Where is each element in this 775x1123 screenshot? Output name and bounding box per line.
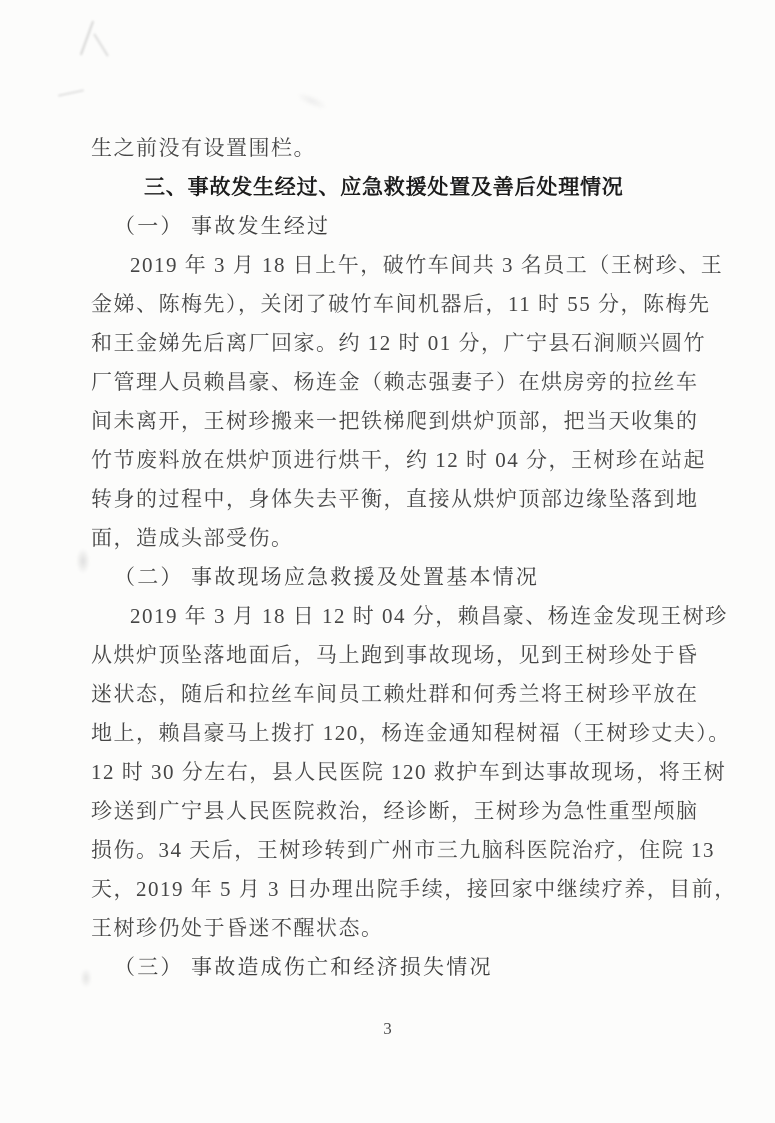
paragraph-first-line: 2019 年 3 月 18 日 12 时 04 分，赖昌豪、杨连金发现王树珍 <box>130 604 728 628</box>
body-text-line: 间未离开，王树珍搬来一把铁梯爬到烘炉顶部，把当天收集的 <box>91 409 699 433</box>
body-text-line: 竹节废料放在烘炉顶进行烘干，约 12 时 04 分，王树珍在站起 <box>91 448 706 472</box>
body-text-line: 生之前没有设置围栏。 <box>91 136 316 160</box>
body-text-line: 和王金娣先后离厂回家。约 12 时 01 分，广宁县石涧顺兴圆竹 <box>91 331 706 355</box>
body-text-line: 从烘炉顶坠落地面后，马上跑到事故现场，见到王树珍处于昏 <box>91 643 699 667</box>
body-text-line: 转身的过程中，身体失去平衡，直接从烘炉顶部边缘坠落到地 <box>91 487 699 511</box>
body-text-line: 天，2019 年 5 月 3 日办理出院手续，接回家中继续疗养，目前， <box>91 877 737 901</box>
body-text-line: 面，造成头部受伤。 <box>91 526 294 550</box>
subsection-heading-2: （二） 事故现场应急救援及处置基本情况 <box>114 565 540 589</box>
body-text-line: 厂管理人员赖昌豪、杨连金（赖志强妻子）在烘房旁的拉丝车 <box>91 370 699 394</box>
scan-artifact-streak <box>93 33 108 56</box>
body-text-line: 损伤。34 天后，王树珍转到广州市三九脑科医院治疗，住院 13 <box>91 838 715 862</box>
scan-artifact-smudge <box>294 90 329 113</box>
scan-artifact-smudge <box>76 548 90 574</box>
body-text-line: 金娣、陈梅先），关闭了破竹车间机器后，11 时 55 分，陈梅先 <box>91 292 711 316</box>
section-heading: 三、事故发生经过、应急救援处置及善后处理情况 <box>144 176 624 199</box>
page-number: 3 <box>383 1019 392 1038</box>
subsection-heading-3: （三） 事故造成伤亡和经济损失情况 <box>114 955 493 979</box>
scan-artifact-streak <box>58 89 84 96</box>
document-text-block <box>91 129 737 987</box>
subsection-heading-1: （一） 事故发生经过 <box>114 214 331 238</box>
body-text-line: 珍送到广宁县人民医院救治，经诊断，王树珍为急性重型颅脑 <box>91 799 699 823</box>
scan-artifact-streak <box>80 21 94 56</box>
body-text-line: 迷状态，随后和拉丝车间员工赖灶群和何秀兰将王树珍平放在 <box>91 682 699 706</box>
body-text-line: 王树珍仍处于昏迷不醒状态。 <box>91 916 384 940</box>
body-text-line: 地上，赖昌豪马上拨打 120，杨连金通知程树福（王树珍丈夫）。 <box>91 721 731 745</box>
paragraph-first-line: 2019 年 3 月 18 日上午，破竹车间共 3 名员工（王树珍、王 <box>130 253 724 277</box>
body-text-line: 12 时 30 分左右，县人民医院 120 救护车到达事故现场，将王树 <box>91 760 727 784</box>
